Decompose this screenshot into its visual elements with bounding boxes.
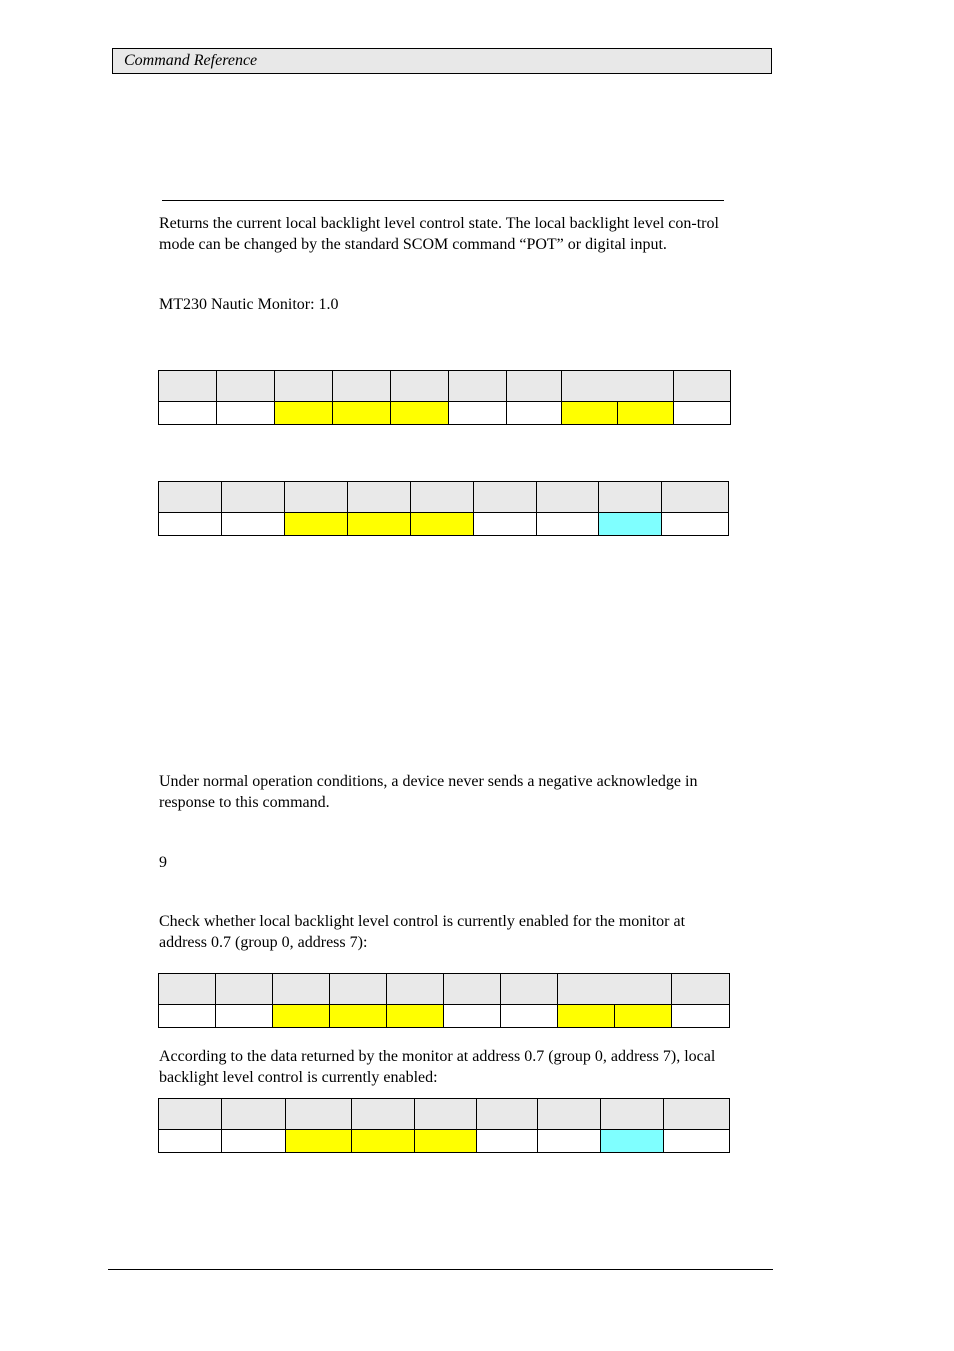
value-cell	[159, 402, 217, 425]
table-value-row	[159, 1130, 730, 1153]
value-cell	[159, 1130, 222, 1153]
header-cell	[537, 482, 599, 513]
table-value-row	[159, 1005, 730, 1028]
highlighted-cell	[286, 1130, 352, 1153]
command-frame-table	[158, 370, 731, 425]
header-cell	[159, 974, 216, 1005]
availability-text: MT230 Nautic Monitor: 1.0	[159, 296, 339, 313]
header-cell	[286, 1099, 352, 1130]
section-divider	[162, 200, 724, 201]
value-cell	[474, 513, 537, 536]
highlighted-cell	[285, 513, 348, 536]
highlighted-cell	[558, 1005, 615, 1028]
header-cell	[273, 974, 330, 1005]
highlighted-cell	[615, 1005, 672, 1028]
value-cell	[159, 513, 222, 536]
value-cell	[217, 402, 275, 425]
table-header-row	[159, 482, 729, 513]
value-cell	[449, 402, 507, 425]
header-cell	[601, 1099, 664, 1130]
page-header	[112, 48, 772, 74]
header-cell	[216, 974, 273, 1005]
header-cell	[474, 482, 537, 513]
value-cell	[477, 1130, 538, 1153]
highlighted-cell	[415, 1130, 477, 1153]
header-cell	[538, 1099, 601, 1130]
value-cell	[662, 513, 729, 536]
header-cell	[285, 482, 348, 513]
value-cell	[538, 1130, 601, 1153]
header-cell	[159, 482, 222, 513]
highlighted-cell	[618, 402, 674, 425]
header-cell	[222, 1099, 286, 1130]
header-cell	[507, 371, 562, 402]
header-cell	[449, 371, 507, 402]
header-cell	[352, 1099, 415, 1130]
value-cell	[501, 1005, 558, 1028]
header-title: Command Reference	[124, 52, 258, 69]
header-cell	[275, 371, 333, 402]
highlighted-cell	[273, 1005, 330, 1028]
value-cell	[444, 1005, 501, 1028]
header-cell	[415, 1099, 477, 1130]
header-cell	[159, 1099, 222, 1130]
header-cell	[664, 1099, 730, 1130]
value-cell	[222, 1130, 286, 1153]
header-cell	[674, 371, 731, 402]
description-paragraph: Returns the current local backlight level control state. The local backlight level con-trol mode can be changed by the standard SCOM command “POT” or digital input.	[159, 215, 719, 253]
response-frame-table	[158, 481, 729, 536]
value-cell	[674, 402, 731, 425]
header-cell-merged	[558, 974, 672, 1005]
header-cell	[501, 974, 558, 1005]
value-cell	[159, 1005, 216, 1028]
header-cell	[222, 482, 285, 513]
highlighted-cell	[333, 402, 391, 425]
nak-paragraph: Under normal operation conditions, a device never sends a negative acknowledge in response to this command.	[159, 773, 698, 811]
header-cell	[387, 974, 444, 1005]
response-time-text: 9	[159, 854, 167, 871]
data-cell-highlighted	[601, 1130, 664, 1153]
highlighted-cell	[391, 402, 449, 425]
value-cell	[537, 513, 599, 536]
highlighted-cell	[275, 402, 333, 425]
value-cell	[507, 402, 562, 425]
header-cell	[333, 371, 391, 402]
table-header-row	[159, 1099, 730, 1130]
header-cell	[411, 482, 474, 513]
footer-divider	[108, 1269, 773, 1270]
header-cell	[217, 371, 275, 402]
header-cell	[330, 974, 387, 1005]
header-cell-merged	[562, 371, 674, 402]
highlighted-cell	[562, 402, 618, 425]
header-cell	[672, 974, 730, 1005]
table-header-row	[159, 371, 731, 402]
header-cell	[444, 974, 501, 1005]
header-cell	[477, 1099, 538, 1130]
value-cell	[672, 1005, 730, 1028]
highlighted-cell	[348, 513, 411, 536]
table-header-row	[159, 974, 730, 1005]
value-cell	[664, 1130, 730, 1153]
example-response-table	[158, 1098, 730, 1153]
table-value-row	[159, 513, 729, 536]
header-cell	[159, 371, 217, 402]
header-cell	[662, 482, 729, 513]
value-cell	[222, 513, 285, 536]
value-cell	[216, 1005, 273, 1028]
highlighted-cell	[387, 1005, 444, 1028]
example-intro-paragraph: Check whether local backlight level control is currently enabled for the monitor at address 0.7 (group 0, address 7):	[159, 913, 686, 951]
highlighted-cell	[330, 1005, 387, 1028]
header-cell	[391, 371, 449, 402]
table-value-row	[159, 402, 731, 425]
highlighted-cell	[411, 513, 474, 536]
example-result-paragraph: According to the data returned by the monitor at address 0.7 (group 0, address 7), local backlight level control is currently enabled:	[159, 1048, 716, 1086]
header-cell	[599, 482, 662, 513]
highlighted-cell	[352, 1130, 415, 1153]
data-cell-highlighted	[599, 513, 662, 536]
header-cell	[348, 482, 411, 513]
example-command-table	[158, 973, 730, 1028]
